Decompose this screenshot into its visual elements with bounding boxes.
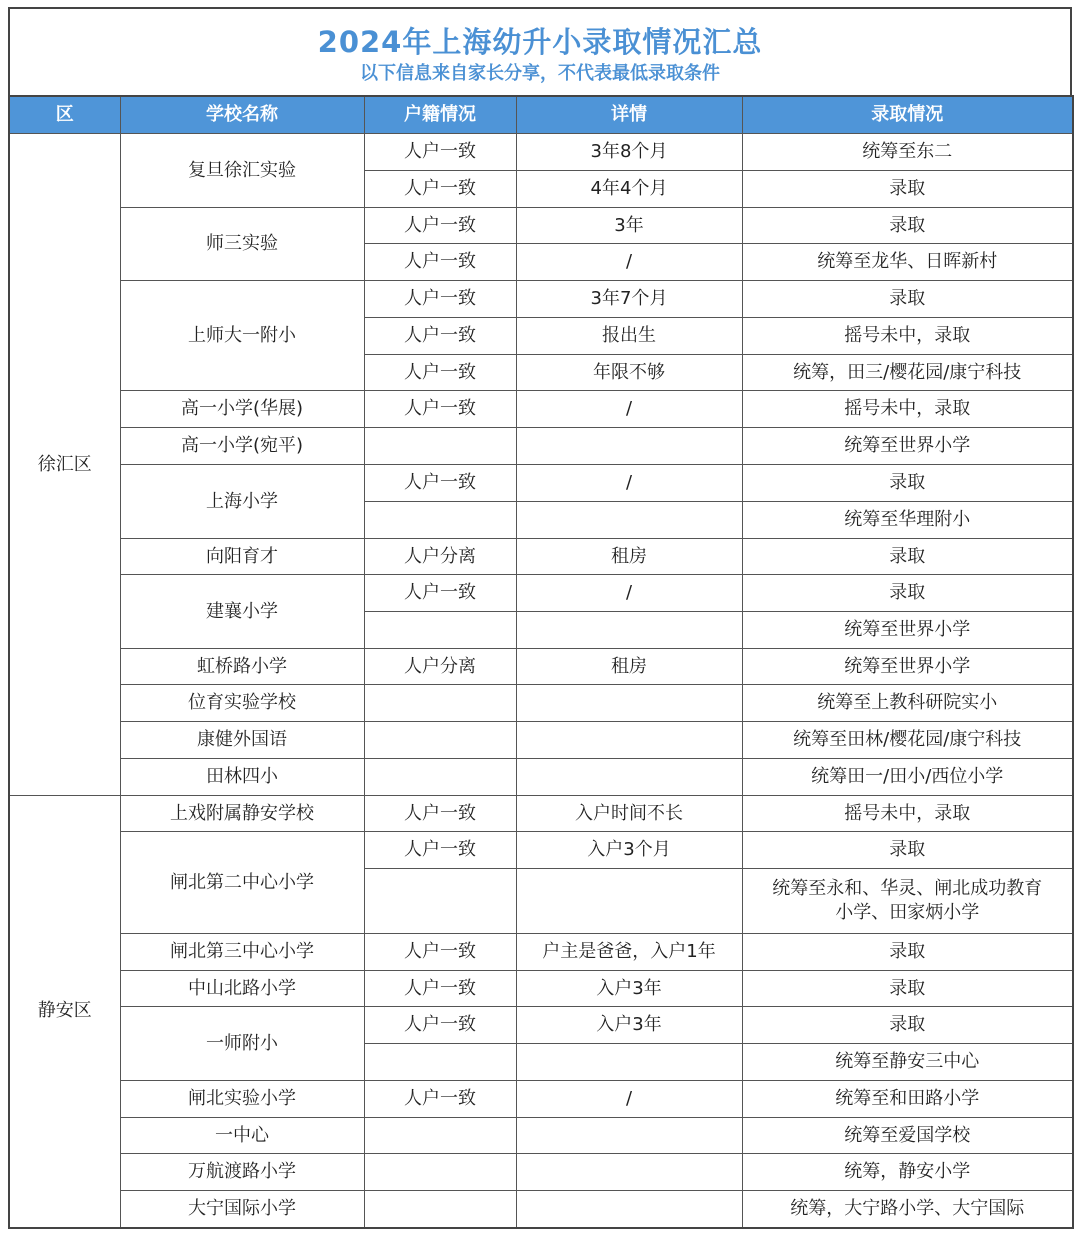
result-cell: 录取 bbox=[742, 281, 1073, 318]
detail-cell bbox=[516, 1191, 742, 1228]
result-cell: 统筹至静安三中心 bbox=[742, 1044, 1073, 1081]
hukou-cell: 人户一致 bbox=[364, 134, 516, 171]
hukou-cell bbox=[364, 428, 516, 465]
school-cell: 万航渡路小学 bbox=[120, 1154, 364, 1191]
col-district: 区 bbox=[9, 96, 120, 134]
result-cell: 统筹至世界小学 bbox=[742, 612, 1073, 649]
detail-cell: 3年8个月 bbox=[516, 134, 742, 171]
result-cell: 统筹至上教科研院实小 bbox=[742, 685, 1073, 722]
table-row bbox=[9, 685, 1073, 722]
page-title: 2024年上海幼升小录取情况汇总 bbox=[317, 25, 763, 59]
hukou-cell: 人户分离 bbox=[364, 649, 516, 685]
detail-cell: 4年4个月 bbox=[516, 171, 742, 208]
table-row bbox=[9, 796, 1073, 832]
hukou-cell: 人户一致 bbox=[364, 171, 516, 208]
hukou-cell bbox=[364, 869, 516, 934]
detail-cell: 入户3年 bbox=[516, 971, 742, 1007]
table-row bbox=[9, 971, 1073, 1007]
result-cell: 摇号未中，录取 bbox=[742, 796, 1073, 832]
school-cell: 一中心 bbox=[120, 1118, 364, 1154]
hukou-cell bbox=[364, 1154, 516, 1191]
hukou-cell: 人户一致 bbox=[364, 796, 516, 832]
table-row bbox=[9, 1118, 1073, 1154]
hukou-cell: 人户一致 bbox=[364, 318, 516, 355]
table-row bbox=[9, 465, 1073, 502]
school-cell: 一师附小 bbox=[120, 1007, 364, 1081]
detail-cell bbox=[516, 685, 742, 722]
detail-cell bbox=[516, 1154, 742, 1191]
hukou-cell: 人户一致 bbox=[364, 575, 516, 612]
hukou-cell: 人户一致 bbox=[364, 832, 516, 869]
result-cell: 统筹，田三/樱花园/康宁科技 bbox=[742, 355, 1073, 391]
detail-cell: 租房 bbox=[516, 649, 742, 685]
detail-cell: / bbox=[516, 244, 742, 281]
result-cell: 统筹至华理附小 bbox=[742, 502, 1073, 539]
detail-cell bbox=[516, 428, 742, 465]
result-cell: 统筹至田林/樱花园/康宁科技 bbox=[742, 722, 1073, 759]
table-row bbox=[9, 539, 1073, 575]
table-row bbox=[9, 428, 1073, 465]
hukou-cell bbox=[364, 612, 516, 649]
table-row bbox=[9, 832, 1073, 869]
school-cell: 师三实验 bbox=[120, 208, 364, 281]
school-cell: 闸北第二中心小学 bbox=[120, 832, 364, 934]
detail-cell: 租房 bbox=[516, 539, 742, 575]
detail-cell: 3年7个月 bbox=[516, 281, 742, 318]
result-cell: 录取 bbox=[742, 934, 1073, 971]
result-cell: 统筹至世界小学 bbox=[742, 428, 1073, 465]
hukou-cell bbox=[364, 1191, 516, 1228]
hukou-cell bbox=[364, 685, 516, 722]
school-cell: 建襄小学 bbox=[120, 575, 364, 649]
table-row bbox=[9, 1191, 1073, 1228]
page-subtitle: 以下信息来自家长分享，不代表最低录取条件 bbox=[360, 63, 720, 84]
result-cell: 录取 bbox=[742, 971, 1073, 1007]
result-cell: 录取 bbox=[742, 832, 1073, 869]
table-header-row bbox=[9, 96, 1073, 134]
school-cell: 大宁国际小学 bbox=[120, 1191, 364, 1228]
detail-cell: / bbox=[516, 575, 742, 612]
hukou-cell: 人户一致 bbox=[364, 244, 516, 281]
result-cell: 统筹至世界小学 bbox=[742, 649, 1073, 685]
school-cell: 上海小学 bbox=[120, 465, 364, 539]
detail-cell: 入户时间不长 bbox=[516, 796, 742, 832]
hukou-cell: 人户一致 bbox=[364, 391, 516, 428]
admission-table bbox=[8, 95, 1074, 1229]
result-cell: 统筹至东二 bbox=[742, 134, 1073, 171]
hukou-cell bbox=[364, 759, 516, 796]
detail-cell bbox=[516, 759, 742, 796]
result-cell: 录取 bbox=[742, 575, 1073, 612]
table-row bbox=[9, 934, 1073, 971]
school-cell: 复旦徐汇实验 bbox=[120, 134, 364, 208]
detail-cell bbox=[516, 869, 742, 934]
district-jingan: 静安区 bbox=[9, 796, 120, 1228]
district-xuhui: 徐汇区 bbox=[9, 134, 120, 796]
school-cell: 上戏附属静安学校 bbox=[120, 796, 364, 832]
hukou-cell: 人户一致 bbox=[364, 934, 516, 971]
detail-cell bbox=[516, 502, 742, 539]
table-row bbox=[9, 391, 1073, 428]
table-row bbox=[9, 1081, 1073, 1118]
result-cell: 录取 bbox=[742, 465, 1073, 502]
result-cell: 统筹至和田路小学 bbox=[742, 1081, 1073, 1118]
detail-cell: 入户3个月 bbox=[516, 832, 742, 869]
result-cell: 统筹至龙华、日晖新村 bbox=[742, 244, 1073, 281]
table-row bbox=[9, 575, 1073, 612]
result-cell: 录取 bbox=[742, 1007, 1073, 1044]
school-cell: 闸北第三中心小学 bbox=[120, 934, 364, 971]
summary-sheet bbox=[8, 7, 1072, 1229]
school-cell: 高一小学(宛平) bbox=[120, 428, 364, 465]
school-cell: 虹桥路小学 bbox=[120, 649, 364, 685]
detail-cell: 户主是爸爸，入户1年 bbox=[516, 934, 742, 971]
result-cell: 录取 bbox=[742, 208, 1073, 244]
result-cell: 统筹田一/田小/西位小学 bbox=[742, 759, 1073, 796]
result-cell: 录取 bbox=[742, 171, 1073, 208]
sheet-header bbox=[8, 7, 1072, 95]
hukou-cell: 人户一致 bbox=[364, 465, 516, 502]
detail-cell: 年限不够 bbox=[516, 355, 742, 391]
detail-cell: / bbox=[516, 1081, 742, 1118]
school-cell: 上师大一附小 bbox=[120, 281, 364, 391]
detail-cell: 报出生 bbox=[516, 318, 742, 355]
table-row bbox=[9, 649, 1073, 685]
detail-cell bbox=[516, 612, 742, 649]
hukou-cell: 人户一致 bbox=[364, 281, 516, 318]
school-cell: 闸北实验小学 bbox=[120, 1081, 364, 1118]
hukou-cell: 人户分离 bbox=[364, 539, 516, 575]
result-cell: 统筹至永和、华灵、闸北成功教育小学、田家炳小学 bbox=[742, 869, 1073, 934]
hukou-cell bbox=[364, 1044, 516, 1081]
table-row bbox=[9, 759, 1073, 796]
detail-cell bbox=[516, 1044, 742, 1081]
detail-cell bbox=[516, 722, 742, 759]
hukou-cell bbox=[364, 1118, 516, 1154]
table-row bbox=[9, 1154, 1073, 1191]
school-cell: 田林四小 bbox=[120, 759, 364, 796]
school-cell: 中山北路小学 bbox=[120, 971, 364, 1007]
col-detail: 详情 bbox=[516, 96, 742, 134]
detail-cell: / bbox=[516, 465, 742, 502]
result-cell: 统筹，静安小学 bbox=[742, 1154, 1073, 1191]
table-row bbox=[9, 281, 1073, 318]
detail-cell bbox=[516, 1118, 742, 1154]
hukou-cell bbox=[364, 722, 516, 759]
detail-cell: / bbox=[516, 391, 742, 428]
col-school: 学校名称 bbox=[120, 96, 364, 134]
school-cell: 康健外国语 bbox=[120, 722, 364, 759]
table-row bbox=[9, 722, 1073, 759]
hukou-cell bbox=[364, 502, 516, 539]
result-cell: 摇号未中，录取 bbox=[742, 391, 1073, 428]
table-row bbox=[9, 134, 1073, 171]
hukou-cell: 人户一致 bbox=[364, 355, 516, 391]
school-cell: 高一小学(华展) bbox=[120, 391, 364, 428]
col-hukou: 户籍情况 bbox=[364, 96, 516, 134]
detail-cell: 3年 bbox=[516, 208, 742, 244]
hukou-cell: 人户一致 bbox=[364, 1081, 516, 1118]
col-result: 录取情况 bbox=[742, 96, 1073, 134]
detail-cell: 入户3年 bbox=[516, 1007, 742, 1044]
school-cell: 向阳育才 bbox=[120, 539, 364, 575]
hukou-cell: 人户一致 bbox=[364, 1007, 516, 1044]
result-cell: 录取 bbox=[742, 539, 1073, 575]
table-row bbox=[9, 1007, 1073, 1044]
result-cell: 摇号未中，录取 bbox=[742, 318, 1073, 355]
hukou-cell: 人户一致 bbox=[364, 971, 516, 1007]
table-row bbox=[9, 208, 1073, 244]
school-cell: 位育实验学校 bbox=[120, 685, 364, 722]
result-cell: 统筹至爱国学校 bbox=[742, 1118, 1073, 1154]
result-cell: 统筹，大宁路小学、大宁国际 bbox=[742, 1191, 1073, 1228]
hukou-cell: 人户一致 bbox=[364, 208, 516, 244]
